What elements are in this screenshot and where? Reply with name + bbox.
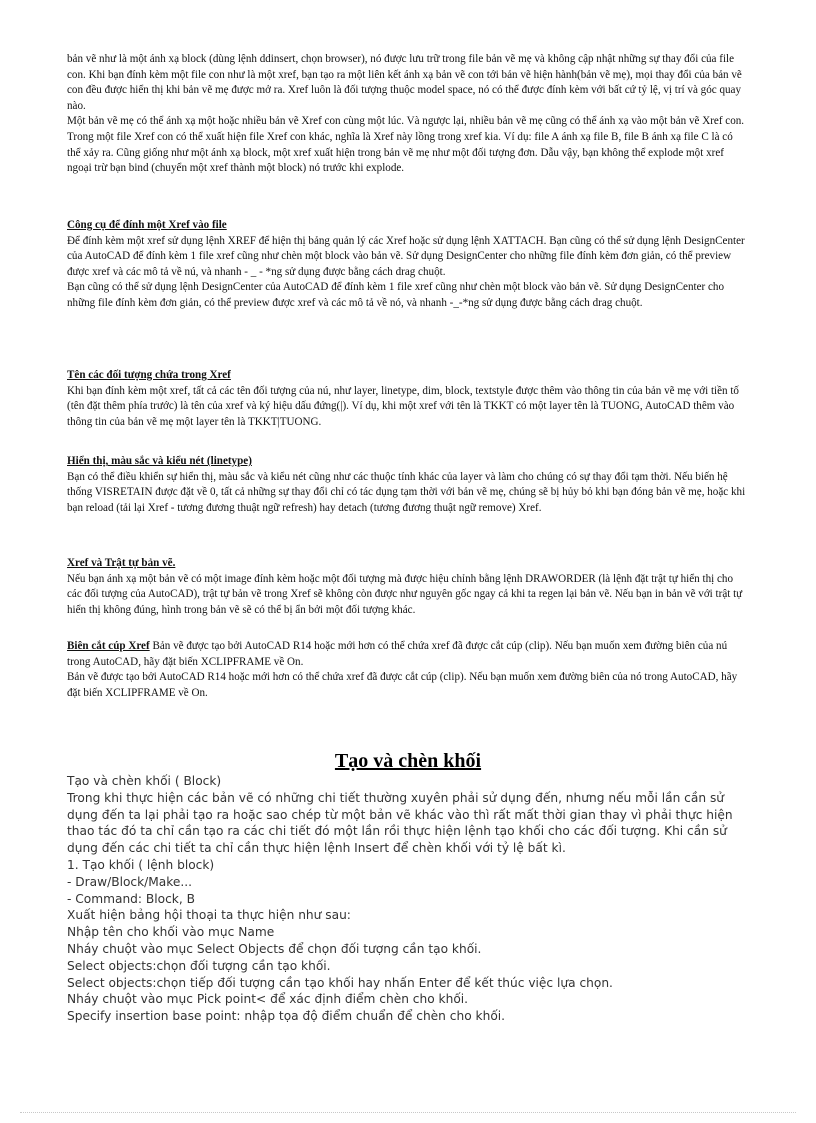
- text-line: Nháy chuột vào mục Pick point< để xác định điểm chèn cho khối.: [67, 992, 469, 1007]
- page-bottom-divider: [20, 1112, 796, 1113]
- section-heading: Xref và Trật tự bản vẽ.: [67, 557, 176, 569]
- paragraph: Bạn cũng có thể sử dụng lệnh DesignCenter của AutoCAD để đính kèm 1 file xref cũng như chèn một block vào bản vẽ. Sử dụng DesignCenter cho những file đính kèm đơn giản, có thể preview được xref và các mô tả về nó, và nhanh -_-*ng sử dụng được bằng cách drag chuột.: [67, 281, 725, 309]
- paragraph: Một bản vẽ mẹ có thể ánh xạ một hoặc nhiều bản vẽ Xref con cùng một lúc. Và ngược lại, nhiều bản vẽ mẹ cũng có thể ánh xạ vào một bản vẽ Xref con. Trong một file Xref con có thể xuất hiện file Xref con khác, nghĩa là Xref này lồng trong xref kia. Ví dụ: file A ánh xạ file B, file B ánh xạ file C là có thể xảy ra. Cũng giống như một ánh xạ block, một xref xuất hiện trong bản vẽ mẹ như một đối tượng đơn. Dẫu vậy, bạn không thể explode một xref ngoại trừ bạn bind (chuyển một xref thành một block) nó trước khi explode.: [67, 115, 745, 175]
- paragraph-text: Bản vẽ được tạo bởi AutoCAD R14 hoặc mới hơn có thể chứa xref đã được cắt cúp (clip). Nếu bạn muốn xem đường biên của nú trong AutoCAD, hãy đặt biến XCLIPFRAME về On.: [67, 640, 728, 668]
- paragraph: Trong khi thực hiện các bản vẽ có những chi tiết thường xuyên phải sử dụng đến, nhưng nếu mỗi lần cần sử dụng đến ta lại phải tạo ra hoặc sao chép từ một bản vẽ khác vào thì rất mất thời gian thay vì phải thực hiện thao tác đó ta chỉ cần tạo ra các chi tiết đó một lần rồi thực hiện lệnh tạo khối cho các đối tượng. Khi cần sử dụng đến các chi tiết ta chỉ cần thực hiện lệnh Insert để chèn khối với tỷ lệ bất kì.: [67, 790, 733, 856]
- paragraph: Khi bạn đính kèm một xref, tất cả các tên đối tượng của nú, như layer, linetype, dim, block, textstyle được thêm vào thông tin của bản vẽ mẹ với tiền tố (tên đặt thêm phía trước) là tên của xref và ký hiệu dấu đứng(|). Ví dụ, khi một xref với tên là TKKT có một layer tên là TUONG, AutoCAD thêm vào thông tin của bản vẽ mẹ một layer tên là TKKT|TUONG.: [67, 384, 739, 428]
- text-line: Nháy chuột vào mục Select Objects để chọn đối tượng cần tạo khối.: [67, 941, 482, 956]
- paragraph: Nếu bạn ánh xạ một bản vẽ có một image đính kèm hoặc một đối tượng mà được hiệu chỉnh bằng lệnh DRAWORDER (là lệnh đặt trật tự hiển thị cho các đối tượng của AutoCAD), trật tự bản vẽ trong Xref sẽ không còn được như nguyên gốc ngay cả khi ta regen lại bản vẽ. Nếu bạn in bản vẽ với trật tự hiển thị không đúng, hình trong bản vẽ sẽ có thể bị ẩn bởi một đối tượng khác.: [67, 572, 743, 616]
- section-object-names: [67, 368, 748, 430]
- text-line: Specify insertion base point: nhập tọa độ điểm chuẩn để chèn cho khối.: [67, 1009, 506, 1024]
- block-instructions: [67, 773, 748, 1025]
- paragraph: Bạn có thể điều khiển sự hiển thị, màu sắc và kiểu nét cũng như các thuộc tính khác của layer và làm cho chúng có sự thay đổi tạm thời. Nếu biến hệ thống VISRETAIN được đặt về 0, tất cả những sự thay đổi chỉ có tác dụng tạm thời với bản vẽ mẹ, chúng sẽ bị hủy bỏ khi bạn đóng bản vẽ mẹ, hoặc khi bạn reload (tải lại Xref - tương đương thuật ngữ refresh) hay detach (tương đương thuật ngữ remove) Xref.: [67, 470, 746, 514]
- text-line: Select objects:chọn tiếp đối tượng cần tạo khối hay nhấn Enter để kết thúc việc lựa chọn.: [67, 975, 613, 990]
- text-line: 1. Tạo khối ( lệnh block): [67, 857, 215, 872]
- text-line: Nhập tên cho khối vào mục Name: [67, 925, 275, 940]
- paragraph: [67, 639, 748, 670]
- text-line: Xuất hiện bảng hội thoại ta thực hiện như sau:: [67, 908, 351, 923]
- section-heading: Tên các đối tượng chứa trong Xref: [67, 369, 231, 381]
- section-heading: Biên cắt cúp Xref: [67, 640, 150, 652]
- text-line: - Command: Block, B: [67, 891, 195, 906]
- paragraph: Để đính kèm một xref sử dụng lệnh XREF để hiện thị bảng quản lý các Xref hoặc sử dụng lệnh XATTACH. Bạn cũng có thể sử dụng lệnh DesignCenter của AutoCAD để đính kèm 1 file xref cũng như chèn một block vào bản vẽ. Sử dụng DesignCenter cho những file đính kèm đơn giản, có thể preview được xref và các mô tả về nú, và nhanh - _ - *ng sử dụng được bằng cách drag chuột.: [67, 234, 745, 278]
- text-line: - Draw/Block/Make...: [67, 874, 193, 889]
- section-heading: Hiển thị, màu sắc và kiểu nét (linetype): [67, 455, 252, 467]
- section-clip-boundary: [67, 639, 748, 701]
- section-draw-order: [67, 556, 748, 618]
- section-display-linetype: [67, 454, 748, 516]
- section-attach-tools: [67, 218, 748, 312]
- intro-block: [67, 52, 748, 177]
- paragraph: bản vẽ như là một ánh xạ block (dùng lệnh ddinsert, chọn browser), nó được lưu trữ trong file bản vẽ mẹ và không cập nhật những sự thay đổi của file con. Khi bạn đính kèm một file con như là một xref, bạn tạo ra một liên kết ánh xạ bản vẽ con tới bản vẽ hiện hành(bản vẽ mẹ), mọi thay đổi của bản vẽ con đều được hiển thị khi bản vẽ mẹ được mở ra. Xref luôn là đối tượng thuộc model space, nó có thể được đính kèm với bất cứ tỷ lệ, vị trí và góc quay nào.: [67, 53, 742, 112]
- page-title: Tạo và chèn khối: [334, 750, 482, 772]
- paragraph: Bản vẽ được tạo bởi AutoCAD R14 hoặc mới hơn có thể chứa xref đã được cắt cúp (clip). Nếu bạn muốn xem đường biên của nó trong AutoCAD, hãy đặt biến XCLIPFRAME về On.: [67, 671, 738, 699]
- section-heading: Công cụ để đính một Xref vào file: [67, 219, 227, 231]
- text-line: Tạo và chèn khối ( Block): [67, 774, 222, 788]
- text-line: Select objects:chọn đối tượng cần tạo khối.: [67, 958, 331, 973]
